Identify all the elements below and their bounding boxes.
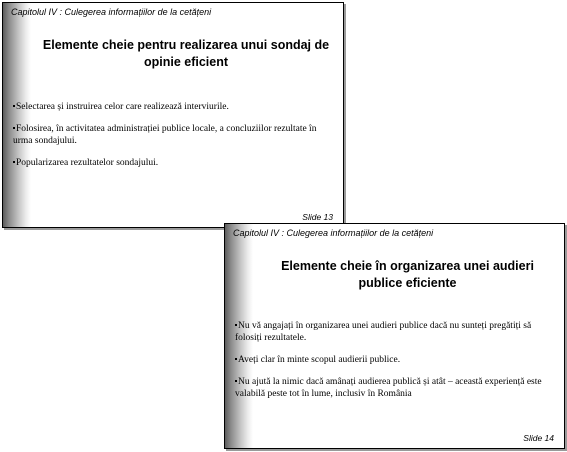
- bullet-icon: [235, 380, 237, 382]
- bullet-text: Nu vă angajați în organizarea unei audieri publice dacă nu sunteți pregătiți să folosiți rezultatele.: [235, 321, 532, 343]
- bullet-text: Folosirea, în activitatea administrației publice locale, a concluziilor rezultate în urma sondajului.: [13, 124, 317, 146]
- bullet-icon: [235, 358, 237, 360]
- slide-title: Elemente cheie în organizarea unei audieri publice eficiente: [281, 259, 534, 290]
- slide-thumbnail-14[interactable]: [224, 223, 565, 449]
- bullet-item: [235, 320, 556, 344]
- slide-header: Capitolul IV : Culegerea informațiilor de la cetățeni: [11, 7, 212, 17]
- bullet-text: Nu ajută la nimic dacă amânați audierea publică și atât – această experiență este valabilă peste tot în lume, inclusiv în România: [235, 377, 542, 399]
- slide-number: Slide 14: [523, 433, 554, 443]
- bullet-list: [235, 320, 556, 410]
- bullet-icon: [13, 161, 15, 163]
- bullet-item: [13, 101, 335, 113]
- slide-thumbnail-13[interactable]: [2, 2, 344, 228]
- slide-title: Elemente cheie pentru realizarea unui sondaj de opinie eficient: [42, 38, 330, 69]
- bullet-icon: [235, 324, 237, 326]
- slide-header: Capitolul IV : Culegerea informațiilor de la cetățeni: [233, 228, 434, 238]
- bullet-item: [235, 354, 556, 366]
- bullet-text: Popularizarea rezultatelor sondajului.: [16, 158, 159, 168]
- bullet-item: [13, 157, 335, 169]
- bullet-text: Aveți clar în minte scopul audierii publice.: [238, 355, 401, 365]
- bullet-icon: [13, 127, 15, 129]
- bullet-item: [235, 376, 556, 400]
- bullet-text: Selectarea și instruirea celor care realizează interviurile.: [16, 102, 229, 112]
- bullet-icon: [13, 105, 15, 107]
- bullet-list: [13, 101, 335, 179]
- bullet-item: [13, 123, 335, 147]
- slide-number: Slide 13: [302, 212, 333, 222]
